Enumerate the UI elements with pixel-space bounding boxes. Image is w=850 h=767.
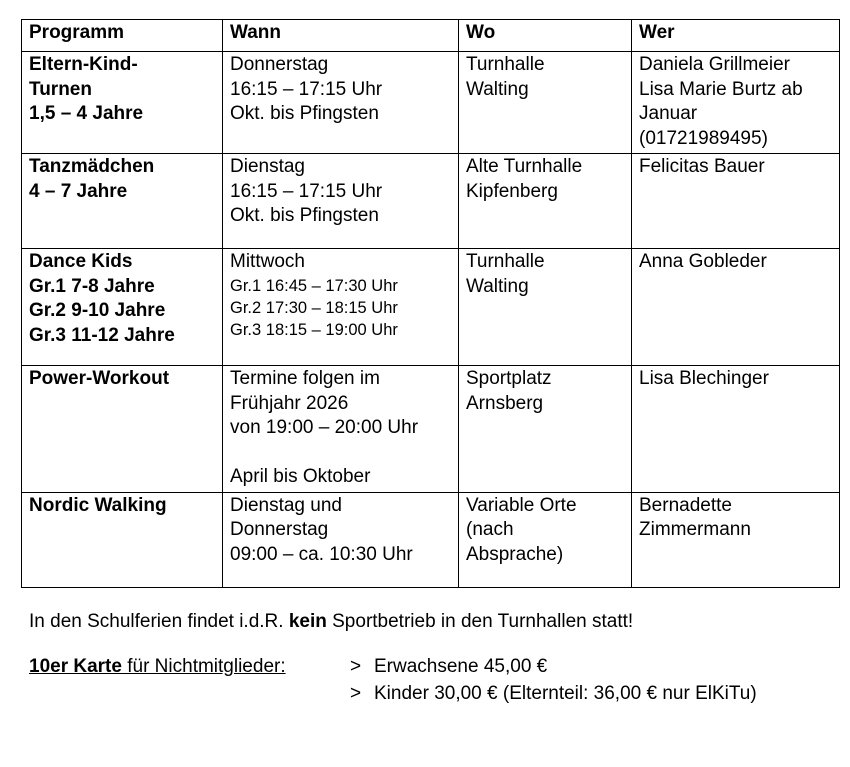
wann-line: Okt. bis Pfingsten — [230, 103, 379, 124]
wo-line: Walting — [466, 78, 529, 100]
wer-cell — [632, 52, 840, 154]
wo-cell — [459, 52, 632, 154]
card-label — [29, 656, 286, 678]
header-wann: Wann — [223, 20, 459, 52]
wer-line: Lisa Blechinger — [639, 368, 769, 389]
price-adult — [350, 656, 547, 678]
wer-line: Daniela Grillmeier — [639, 54, 790, 75]
arrow-marker-icon: > — [350, 683, 362, 704]
programm-line: Eltern-Kind- — [29, 54, 138, 75]
arrow-marker-icon: > — [350, 656, 362, 677]
table-header-row — [22, 20, 840, 52]
wer-line: Bernadette — [639, 494, 732, 516]
note-text-bold: kein — [288, 611, 327, 632]
wo-cell — [459, 154, 632, 249]
wann-line: 16:15 – 17:15 Uhr — [230, 78, 383, 100]
header-wer: Wer — [632, 20, 840, 52]
wann-line: Donnerstag — [230, 519, 329, 540]
wann-cell — [223, 52, 459, 154]
programm-line: Gr.1 7-8 Jahre — [29, 275, 155, 297]
card-label-bold: 10er Karte — [29, 656, 122, 677]
wann-line: 09:00 – ca. 10:30 Uhr — [230, 543, 413, 565]
wann-cell — [223, 366, 459, 493]
note-text-before: In den Schulferien findet i.d.R. — [29, 611, 289, 632]
wer-line: Januar — [639, 103, 698, 124]
programm-cell — [22, 154, 223, 249]
wo-line: (nach — [466, 519, 514, 540]
wo-cell — [459, 366, 632, 493]
table-row — [22, 366, 840, 493]
wo-line: Sportplatz — [466, 368, 552, 389]
wer-cell — [632, 366, 840, 493]
programm-cell — [22, 249, 223, 366]
wann-line: von 19:00 – 20:00 Uhr — [230, 417, 419, 438]
wann-group-line: Gr.2 17:30 – 18:15 Uhr — [230, 298, 398, 317]
programm-cell — [22, 492, 223, 587]
table-row — [22, 492, 840, 587]
holiday-note — [29, 611, 633, 633]
wer-line: Lisa Marie Burtz ab — [639, 78, 803, 100]
wann-line: 16:15 – 17:15 Uhr — [230, 180, 383, 202]
wo-line: Variable Orte — [466, 494, 577, 516]
wer-line: Felicitas Bauer — [639, 156, 765, 177]
table-row — [22, 52, 840, 154]
wann-line: Dienstag und — [230, 494, 342, 516]
price-children — [350, 683, 757, 705]
price-children-text: Kinder 30,00 € (Elternteil: 36,00 € nur ElKiTu) — [374, 683, 757, 704]
wo-line: Walting — [466, 275, 529, 297]
wann-group-line: Gr.3 18:15 – 19:00 Uhr — [230, 320, 398, 339]
wer-cell — [632, 154, 840, 249]
wann-line: April bis Oktober — [230, 466, 371, 487]
table-row — [22, 249, 840, 366]
programm-line: Gr.3 11-12 Jahre — [29, 324, 175, 346]
wer-line: Anna Gobleder — [639, 251, 767, 272]
programm-line: Tanzmädchen — [29, 156, 155, 177]
header-wo: Wo — [459, 20, 632, 52]
wo-cell — [459, 249, 632, 366]
card-label-rest: für Nichtmitglieder: — [121, 656, 286, 677]
wo-line: Kipfenberg — [466, 180, 558, 202]
wann-line: Donnerstag — [230, 54, 329, 75]
wann-line: Frühjahr 2026 — [230, 392, 349, 414]
wann-cell — [223, 492, 459, 587]
programm-line: 4 – 7 Jahre — [29, 180, 128, 202]
wo-line: Arnsberg — [466, 392, 544, 414]
wann-line: Mittwoch — [230, 251, 305, 272]
wer-cell — [632, 249, 840, 366]
wer-line: Zimmermann — [639, 519, 751, 540]
wo-line: Alte Turnhalle — [466, 156, 583, 177]
programm-line: Turnen — [29, 78, 92, 100]
programm-cell — [22, 366, 223, 493]
wo-line: Absprache) — [466, 543, 564, 565]
schedule-table — [21, 19, 840, 588]
programm-line: Dance Kids — [29, 251, 133, 272]
wer-cell — [632, 492, 840, 587]
programm-line: Nordic Walking — [29, 494, 167, 516]
wann-line: Termine folgen im — [230, 368, 380, 389]
note-text-after: Sportbetrieb in den Turnhallen statt! — [326, 611, 634, 632]
table-row — [22, 154, 840, 249]
wo-cell — [459, 492, 632, 587]
wann-line: Okt. bis Pfingsten — [230, 205, 379, 226]
wann-group-line: Gr.1 16:45 – 17:30 Uhr — [230, 276, 398, 295]
wann-cell — [223, 249, 459, 366]
wann-cell — [223, 154, 459, 249]
wo-line: Turnhalle — [466, 54, 545, 75]
programm-line: Power-Workout — [29, 368, 170, 389]
programm-cell — [22, 52, 223, 154]
wann-line: Dienstag — [230, 156, 305, 177]
price-adult-text: Erwachsene 45,00 € — [374, 656, 548, 677]
header-programm: Programm — [22, 20, 223, 52]
wo-line: Turnhalle — [466, 251, 545, 272]
programm-line: 1,5 – 4 Jahre — [29, 103, 144, 124]
programm-line: Gr.2 9-10 Jahre — [29, 300, 166, 321]
wann-spacer-line — [230, 441, 451, 466]
wer-line: (01721989495) — [639, 127, 768, 149]
